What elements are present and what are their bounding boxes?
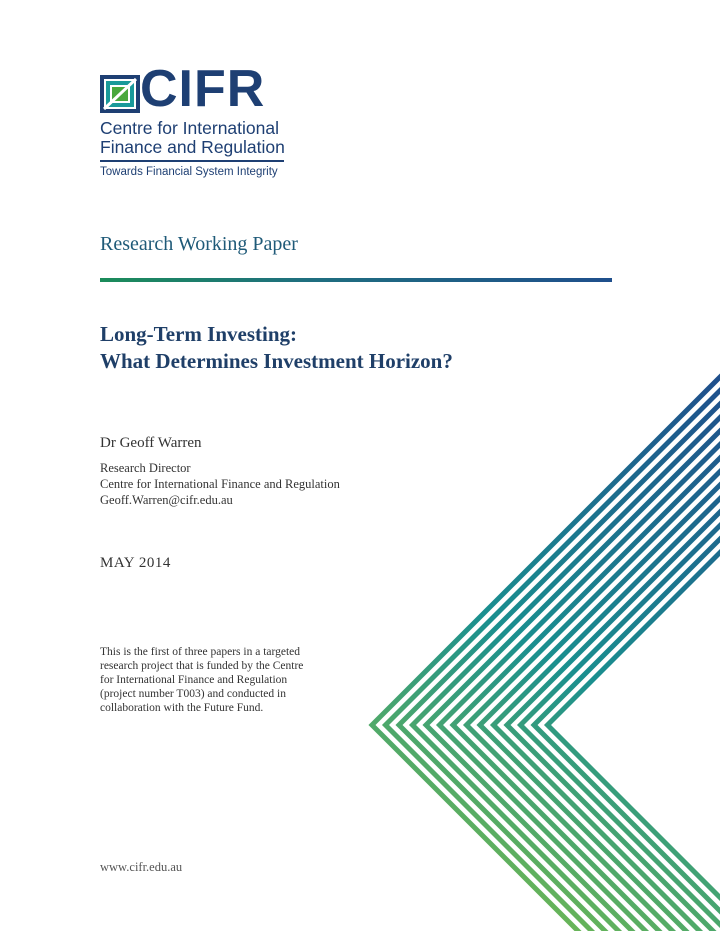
paper-type: Research Working Paper [100,233,298,255]
logo-wordmark: CIFR [140,60,266,118]
description-line: collaboration with the Future Fund. [100,702,264,714]
description-line: (project number T003) and conducted in [100,688,286,700]
chevron-stripe [440,365,720,931]
description-line: research project that is funded by the Centre [100,660,304,672]
title-line1: Long-Term Investing: [100,322,297,346]
author-organisation: Centre for International Finance and Regulation [100,477,340,491]
title-line2: What Determines Investment Horizon? [100,349,453,373]
author-email[interactable]: Geoff.Warren@cifr.edu.au [100,493,233,507]
logo-tagline: Towards Financial System Integrity [100,166,278,178]
description-line: This is the first of three papers in a targeted [100,646,301,658]
description-line: for International Finance and Regulation [100,674,288,686]
author-name: Dr Geoff Warren [100,435,202,451]
publication-date: MAY 2014 [100,555,171,571]
author-role: Research Director [100,461,191,475]
logo-name-line2: Finance and Regulation [100,137,285,157]
logo-name-line1: Centre for International [100,118,279,138]
website-link[interactable]: www.cifr.edu.au [100,860,183,874]
